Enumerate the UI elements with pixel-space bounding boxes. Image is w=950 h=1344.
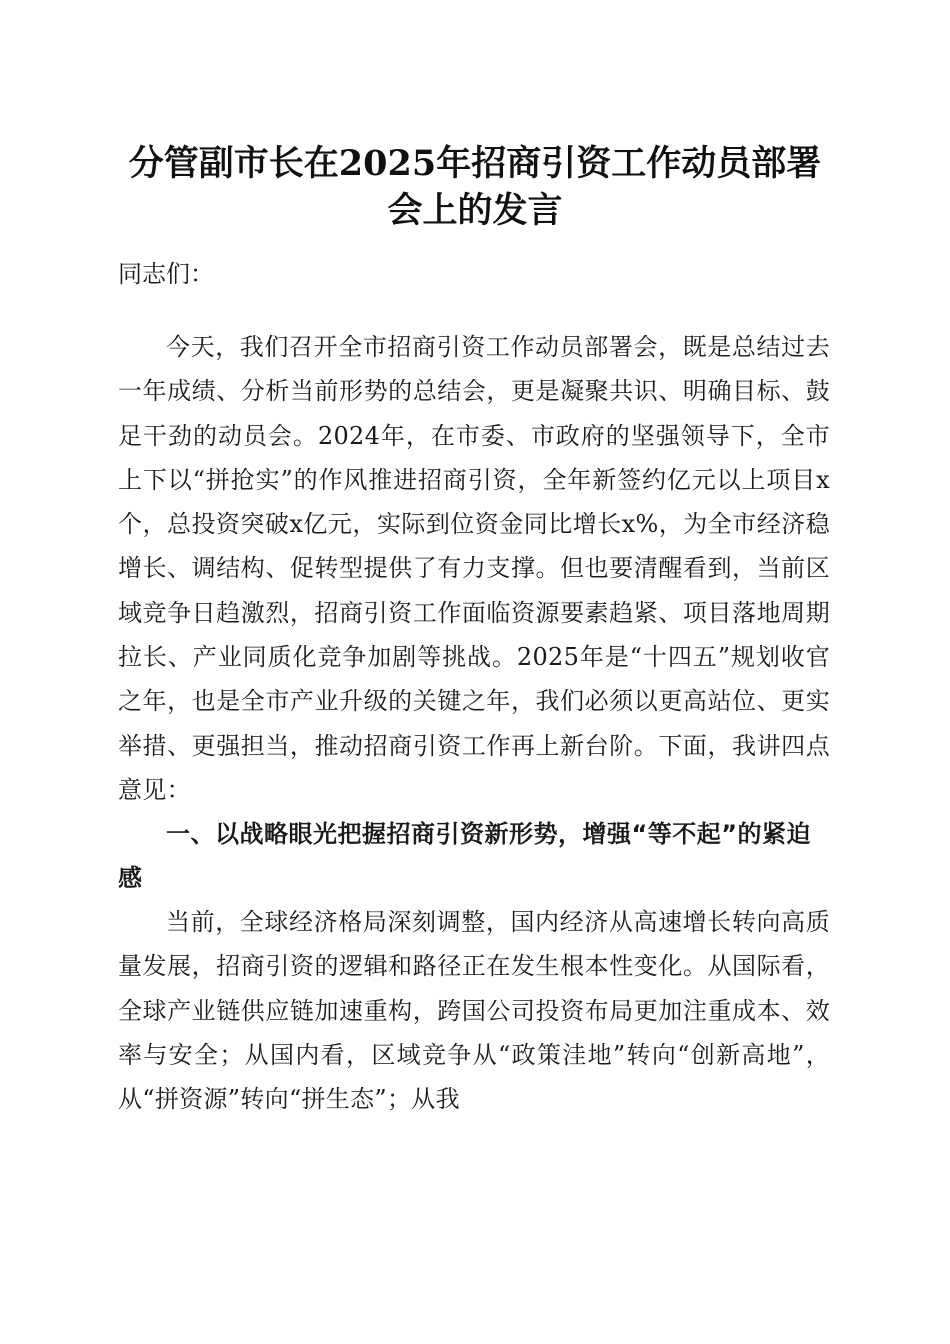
salutation: 同志们： <box>118 260 214 288</box>
paragraph-intro: 今天，我们召开全市招商引资工作动员部署会，既是总结过去一年成绩、分析当前形势的总结会，更是凝聚共识、明确目标、鼓足干劲的动员会。2024年，在市委、市政府的坚强领导下，全市上下以“拼抢实”的作风推进招商引资，全年新签约亿元以上项目x个，总投资突破x亿元，实际到位资金同比增长x%，为全市经济稳增长、调结构、促转型提供了有力支撑。但也要清醒看到，当前区域竞争日趋激烈，招商引资工作面临资源要素趋紧、项目落地周期拉长、产业同质化竞争加剧等挑战。2025年是“十四五”规划收官之年，也是全市产业升级的关键之年，我们必须以更高站位、更实举措、更强担当，推动招商引资工作再上新台阶。下面，我讲四点意见： <box>118 333 830 804</box>
title-line-1: 分管副市长在2025年招商引资工作动员部署 <box>128 143 822 184</box>
document-title <box>100 140 850 234</box>
title-line-2: 会上的发言 <box>387 190 563 231</box>
section-heading-1: 一、以战略眼光把握招商引资新形势，增强“等不起”的紧迫感 <box>118 820 812 893</box>
paragraph-section-1: 当前，全球经济格局深刻调整，国内经济从高速增长转向高质量发展，招商引资的逻辑和路径正在发生根本性变化。从国际看，全球产业链供应链加速重构，跨国公司投资布局更加注重成本、效率与安全；从国内看，区域竞争从“政策洼地”转向“创新高地”，从“拼资源”转向“拼生态”；从我 <box>118 908 830 1114</box>
